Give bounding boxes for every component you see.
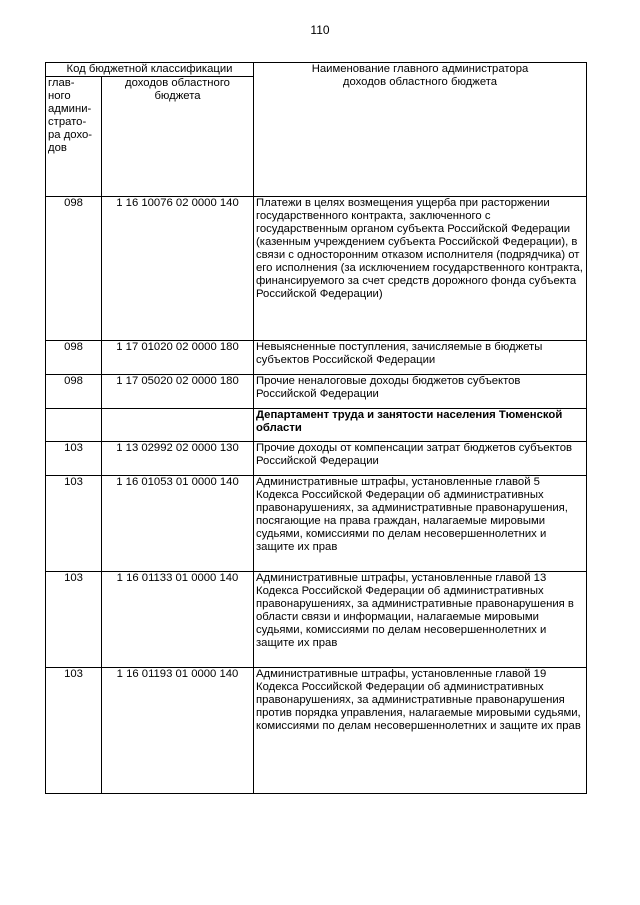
admin-code-cell: 103: [46, 572, 102, 668]
admin-code-cell: 103: [46, 442, 102, 476]
admin-code-cell: 103: [46, 476, 102, 572]
income-code-cell: [102, 409, 254, 442]
income-code-cell: 1 16 01133 01 0000 140: [102, 572, 254, 668]
income-code-cell: 1 17 01020 02 0000 180: [102, 341, 254, 375]
admin-code-cell: 098: [46, 341, 102, 375]
page-number: 110: [310, 23, 330, 37]
income-name-cell: Административные штрафы, установленные главой 5 Кодекса Российской Федерации об административных правонарушениях, за административные правонарушения, посягающие на права граждан, налагаемые мировыми судьями, комиссиями по делам несовершеннолетних и защите их прав: [254, 476, 587, 572]
table-row: [46, 197, 587, 341]
income-name-cell: Невыясненные поступления, зачисляемые в бюджеты субъектов Российской Федерации: [254, 341, 587, 375]
department-heading-row: [46, 409, 587, 442]
admin-code-cell: 098: [46, 375, 102, 409]
header-admin-name: [254, 63, 587, 197]
admin-code-cell: 103: [46, 668, 102, 794]
header-admin-name-text: Наименование главного администратора доходов областного бюджета: [311, 63, 529, 88]
header-row-group: [46, 63, 587, 77]
income-code-cell: 1 16 01193 01 0000 140: [102, 668, 254, 794]
table-row: [46, 572, 587, 668]
table-row: [46, 375, 587, 409]
header-income-code: [102, 77, 254, 197]
table-row: [46, 668, 587, 794]
income-code-cell: 1 16 01053 01 0000 140: [102, 476, 254, 572]
income-name-cell: Прочие неналоговые доходы бюджетов субъектов Российской Федерации: [254, 375, 587, 409]
income-name-cell: Административные штрафы, установленные главой 13 Кодекса Российской Федерации об административных правонарушениях, за административные правонарушения в области связи и информации, налагаемые мировыми судьями, комиссиями по делам несовершеннолетних и защите их прав: [254, 572, 587, 668]
header-chief-admin: [46, 77, 102, 197]
income-code-cell: 1 13 02992 02 0000 130: [102, 442, 254, 476]
income-name-cell: Административные штрафы, установленные главой 19 Кодекса Российской Федерации об административных правонарушениях, за административные правонарушения против порядка управления, налагаемые мировыми судьями, комиссиями по делам несовершеннолетних и защите их прав: [254, 668, 587, 794]
header-chief-admin-text: глав- ного админи- страто- ра дохо- дов: [48, 77, 93, 154]
department-name-cell: Департамент труда и занятости населения Тюменской области: [254, 409, 587, 442]
income-code-cell: 1 17 05020 02 0000 180: [102, 375, 254, 409]
income-name-cell: Платежи в целях возмещения ущерба при расторжении государственного контракта, заключенного с государственным органом субъекта Российской Федерации (казенным учреждением субъекта Российской Федерации), в связи с односторонним отказом исполнителя (подрядчика) от его исполнения (за исключением государственного контракта, финансируемого за счет средств дорожного фонда субъекта Российской Федерации): [254, 197, 587, 341]
table-row: [46, 476, 587, 572]
table-row: [46, 442, 587, 476]
admin-code-cell: [46, 409, 102, 442]
table-row: [46, 341, 587, 375]
header-budget-classification-code: Код бюджетной классификации: [46, 63, 254, 77]
income-name-cell: Прочие доходы от компенсации затрат бюджетов субъектов Российской Федерации: [254, 442, 587, 476]
budget-classification-table: [45, 62, 587, 794]
income-code-cell: 1 16 10076 02 0000 140: [102, 197, 254, 341]
admin-code-cell: 098: [46, 197, 102, 341]
header-income-code-text: доходов областного бюджета: [125, 77, 230, 102]
